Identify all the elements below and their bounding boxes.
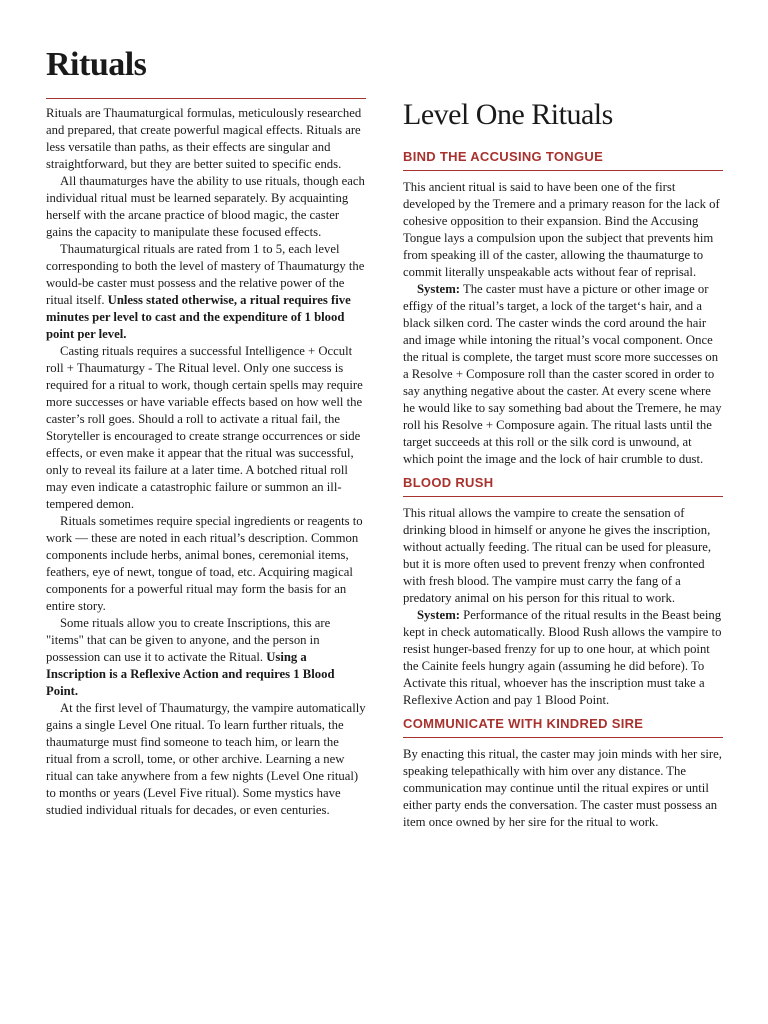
ritual-description: By enacting this ritual, the caster may join minds with her sire, speaking telepathically with him over any distance. The communication may continue until the ritual expires or until either party ends the conversation. The caster must possess an item once owned by her sire for the ritual to work.: [403, 747, 722, 829]
system-label: System:: [417, 282, 460, 296]
intro-column: [46, 105, 366, 819]
system-text: The caster must have a picture or other image or effigy of the ritual’s target, a lock of the target‘s hair, and a black silken cord. The caster winds the cord around the hair and image while intoning the ritual’s vocal component. Once the ritual is complete, the target must score more successes on a Resolve + Composure roll than the caster scored in order to say anything negative about the caster. At every scene where he would like to say something bad about the Tremere, he may roll his Resolve + Composure again. The ritual lasts until the target succeeds at this roll or the silk cord is unwound, at which point the image and the lock of hair crumble to dust.: [403, 282, 722, 466]
ritual-divider: [403, 737, 723, 738]
intro-paragraph-3: [46, 241, 366, 343]
intro-paragraph-6-bold: Using a Inscription is a Reflexive Action and requires 1 Blood Point.: [46, 650, 335, 698]
page-title: Rituals: [46, 46, 147, 83]
intro-paragraph-5: Rituals sometimes require special ingredients or reagents to work — these are noted in each ritual’s description. Common components include herbs, animal bones, ceremonial items, feathers, eye of newt, tongue of toad, etc. Acquiring magical components for a powerful ritual may form the basis for an entire story.: [46, 514, 363, 613]
ritual-heading: BIND THE ACCUSING TONGUE: [403, 149, 604, 164]
ritual-blood-rush: [403, 474, 723, 709]
ritual-heading: COMMUNICATE WITH KINDRED SIRE: [403, 716, 644, 731]
system-text: Performance of the ritual results in the Beast being kept in check automatically. Blood Rush allows the vampire to resist hunger-based frenzy for up to one hour, at which point the Cainite feels hungry again (assuming he did before). To Activate this ritual, whoever has the inscription must take a Reflexive Action and pay 1 Blood Point.: [403, 608, 722, 707]
intro-paragraph-6-text: Some rituals allow you to create Inscriptions, this are "items" that can be given to anyone, and the person in possession can use it to activate the Ritual.: [46, 616, 331, 664]
ritual-description: This ancient ritual is said to have been one of the first developed by the Tremere and a primary reason for the lack of cohesive opposition to their expansion. Bind the Accusing Tongue lays a compulsion upon the subject that prevents him from speaking ill of the caster, allowing the thaumaturge to commit literally unspeakable acts without fear of reprisal.: [403, 180, 720, 279]
ritual-communicate-with-kindred-sire: [403, 715, 723, 831]
ritual-divider: [403, 496, 723, 497]
intro-paragraph-4: Casting rituals requires a successful Intelligence + Occult roll + Thaumaturgy - The Ritual level. Only one success is required for a ritual to work, though certain spells may require more successes or have variable effects based on how well the caster’s roll goes. Should a roll to activate a ritual fail, the Storyteller is encouraged to create strange occurrences or side effects, or even make it appear that the ritual was successful, only to reveal its failure at a later time. A botched ritual roll may even indicate a catastrophic failure or summon an ill-tempered demon.: [46, 344, 363, 511]
intro-paragraph-3-bold: Unless stated otherwise, a ritual requires five minutes per level to cast and the expenditure of 1 blood point per level.: [46, 293, 351, 341]
intro-paragraph-2: All thaumaturges have the ability to use rituals, though each individual ritual must be learned separately. By acquainting herself with the arcane practice of blood magic, the caster gains the capacity to manipulate these focused effects.: [46, 174, 365, 239]
ritual-system: [403, 281, 723, 468]
title-divider: [46, 98, 366, 99]
ritual-divider: [403, 170, 723, 171]
level-one-column: [403, 96, 723, 831]
section-title: Level One Rituals: [403, 98, 613, 131]
intro-paragraph-1: Rituals are Thaumaturgical formulas, meticulously researched and prepared, that create powerful magical effects. Rituals are less versatile than paths, as their effects are singular and straightforward, but they are better suited to specific ends.: [46, 106, 362, 171]
intro-paragraph-7: At the first level of Thaumaturgy, the vampire automatically gains a single Level One ritual. To learn further rituals, the thaumaturge must find someone to teach him, or learn the ritual from a scroll, tome, or other archive. Learning a new ritual can take anywhere from a few nights (Level One ritual) to months or years (Level Five ritual). Some mystics have studied individual rituals for decades, or even centuries.: [46, 701, 366, 817]
intro-paragraph-3-text: Thaumaturgical rituals are rated from 1 to 5, each level corresponding to both the level of mastery of Thaumaturgy the would-be caster must possess and the relative power of the ritual itself.: [46, 242, 365, 307]
ritual-system: [403, 607, 723, 709]
ritual-bind-the-accusing-tongue: [403, 148, 723, 468]
system-label: System:: [417, 608, 460, 622]
ritual-heading: BLOOD RUSH: [403, 475, 494, 490]
ritual-description: This ritual allows the vampire to create the sensation of drinking blood in himself or anyone he gives the inscription, without actually feeding. The ritual can be used for pleasure, but it is more often used to prevent frenzy when confronted with fresh blood. The vampire must carry the fang of a predatory animal on his person for this ritual to work.: [403, 506, 712, 605]
intro-paragraph-6: [46, 615, 366, 700]
